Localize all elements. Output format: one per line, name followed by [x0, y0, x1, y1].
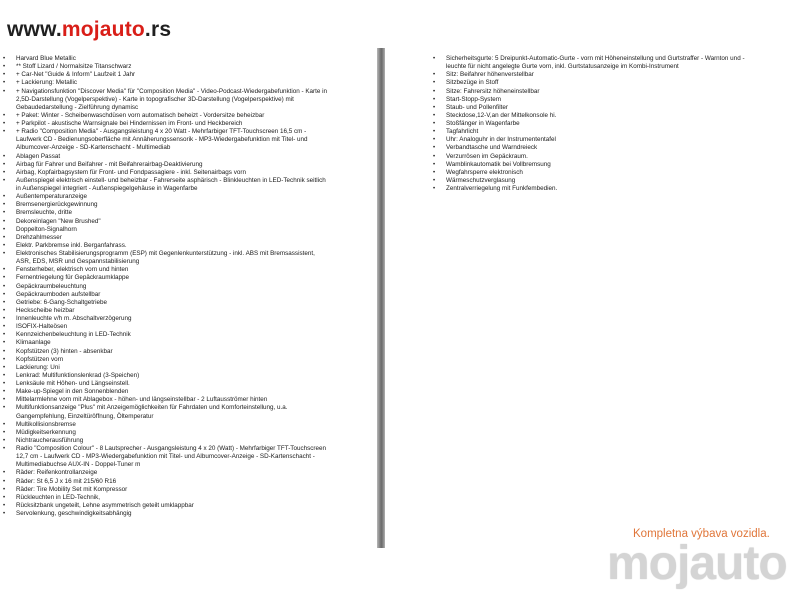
- list-item: • Getriebe: 6-Gang-Schaltgetriebe: [0, 299, 330, 307]
- site-url: [7, 18, 171, 42]
- right-list: [430, 55, 750, 193]
- list-item: • Mittelarmlehne vorn mit Ablagebox - höhen- und längseinstellbar - 2 Luftausströmer hinten: [0, 396, 330, 404]
- list-item: • Sitzbezüge in Stoff: [430, 79, 750, 87]
- list-item: • Tagfahrlicht: [430, 128, 750, 136]
- list-item: • Start-Stopp-System: [430, 96, 750, 104]
- left-list: [0, 55, 330, 518]
- equipment-list-left: [0, 55, 330, 518]
- list-item: • + Car-Net "Guide & Inform" Laufzeit 1 Jahr: [0, 71, 330, 79]
- list-item: • Lenksäule mit Höhen- und Längseinstell.: [0, 380, 330, 388]
- list-item: • Rückleuchten in LED-Technik,: [0, 494, 330, 502]
- list-item: • Radio "Composition Colour" - 8 Lautsprecher - Ausgangsleistung 4 x 20 (Watt) - Mehrfarbiger TFT-Touchscreen 12,7 cm - Laufwerk CD - MP3-Wiedergabefunktion mit Titel- und Albumcover-Anzeige - SD-Kartenschacht - Multimediabuchse AUX-IN - Doppel-Tuner m: [0, 445, 330, 469]
- list-item: • Fensterheber, elektrisch vorn und hinten: [0, 266, 330, 274]
- list-item: • Bremsleuchte, dritte: [0, 209, 330, 217]
- list-item: • Lackierung: Uni: [0, 364, 330, 372]
- list-item: • Räder: Reifenkontrollanzeige: [0, 469, 330, 477]
- list-item: • Airbag, Kopfairbagsystem für Front- und Fondpassagiere - inkl. Seitenairbags vorn: [0, 169, 330, 177]
- list-item: • ISOFIX-Halteösen: [0, 323, 330, 331]
- list-item: • Gepäckraumboden aufstellbar: [0, 291, 330, 299]
- list-item: • + Navigationsfunktion "Discover Media" für "Composition Media" - Video-Podcast-Wiedergabefunktion - Karte in 2,5D-Darstellung (Vogelperspektive) - Karte in topografischer 3D-Darstellung (Vogelperspektive) mit Gebaudedarstellung - Zielführung dynamisc: [0, 88, 330, 112]
- list-item: • Make-up-Spiegel in den Sonnenblenden: [0, 388, 330, 396]
- site-url-suffix: .rs: [144, 18, 172, 41]
- list-item: • Bremsenergierückgewinnung: [0, 201, 330, 209]
- equipment-list-right: [430, 55, 750, 193]
- list-item: • Steckdose,12-V,an der Mittelkonsole hi.: [430, 112, 750, 120]
- equipment-document: [0, 48, 800, 553]
- list-item: • Verzurrösen im Gepäckraum.: [430, 153, 750, 161]
- list-item: • Zentralverriegelung mit Funkfembedien.: [430, 185, 750, 193]
- list-item: • + Radio "Composition Media" - Ausgangsleistung 4 x 20 Watt - Mehrfarbiger TFT-Touchscreen 16,5 cm - Laufwerk CD - Bedienungsoberfläche mit Annäherungssensorik - MP3-Wiedergabefunktion mit Titel- und Albumcover-Anzeige - SD-Kartenschacht - Multimediab: [0, 128, 330, 152]
- list-item: • Wärmeschutzverglasung: [430, 177, 750, 185]
- list-item: • Wamblinkautomatik bei Vollbremsung: [430, 161, 750, 169]
- list-item: • Müdigkeitserkennung: [0, 429, 330, 437]
- site-url-prefix: www.: [7, 18, 62, 41]
- list-item: • Servolenkung, geschwindigkeitsabhängig: [0, 510, 330, 518]
- list-item: • Staub- und Pollenfilter: [430, 104, 750, 112]
- list-item: • Innenleuchte v/h m. Abschaltverzögerung: [0, 315, 330, 323]
- list-item: • Harvard Blue Metallic: [0, 55, 330, 63]
- list-item: • + Parkpilot - akustische Warnsignale bei Hindernissen im Front- und Heckbereich: [0, 120, 330, 128]
- list-item: • Verbandtasche und Warndreieck: [430, 144, 750, 152]
- list-item: • + Lackierung: Metallic: [0, 79, 330, 87]
- list-item: • Klimaanlage: [0, 339, 330, 347]
- list-item: • Doppelton-Signalhorn: [0, 226, 330, 234]
- list-item: • Multikollisionsbremse: [0, 421, 330, 429]
- list-item: • Rücksitzbank ungeteilt, Lehne asymmetrisch geteilt umklappbar: [0, 502, 330, 510]
- list-item: • Sitz: Beifahrer höhenverstellbar: [430, 71, 750, 79]
- site-url-brand: mojauto: [61, 18, 145, 41]
- list-item: • Ablagen Passat: [0, 153, 330, 161]
- list-item: • Kennzeichenbeleuchtung in LED-Technik: [0, 331, 330, 339]
- list-item: • Kopfstützen (3) hinten - absenkbar: [0, 348, 330, 356]
- list-item: • Airbag für Fahrer und Beifahrer - mit Beifahrerairbag-Deaktivierung: [0, 161, 330, 169]
- list-item: • Gepäckraumbeleuchtung: [0, 283, 330, 291]
- list-item: • Räder: Tire Mobility Set mit Kompressor: [0, 486, 330, 494]
- list-item: • + Paket: Winter - Scheibenwaschdüsen vorn automatisch beheizt - Vordersitze beheizbar: [0, 112, 330, 120]
- list-item: • Räder: St 6,5 J x 16 mit 215/60 R16: [0, 478, 330, 486]
- list-item: • Uhr: Analoguhr in der Instrumententafel: [430, 136, 750, 144]
- caption: Kompletna výbava vozidla.: [633, 528, 770, 540]
- list-item: • Drehzahlmesser: [0, 234, 330, 242]
- list-item: • Elektr. Parkbremse inkl. Berganfahrass.: [0, 242, 330, 250]
- list-item: • Lenkrad: Multifunktionslenkrad (3-Speichen): [0, 372, 330, 380]
- list-item: • Stoßfänger in Wagenfarbe: [430, 120, 750, 128]
- list-item: • Multifunktionsanzeige "Plus" mit Anzeigemöglichkeiten für Fahrdaten und Komforteinstellung, u.a. Gangempfehlung, Einzeltüröffnung, Öltemperatur: [0, 404, 330, 420]
- list-item: • Außentemperaturanzeige: [0, 193, 330, 201]
- list-item: • Dekoreinlagen "New Brushed": [0, 218, 330, 226]
- list-item: • Fernentriegelung für Gepäckraumklappe: [0, 274, 330, 282]
- list-item: • Heckscheibe heizbar: [0, 307, 330, 315]
- list-item: • Wegfahrsperre elektronisch: [430, 169, 750, 177]
- list-item: • Nichtraucherausführung: [0, 437, 330, 445]
- list-item: • Kopfstützen vorn: [0, 356, 330, 364]
- list-item: • Elektronisches Stabilisierungsprogramm (ESP) mit Gegenlenkunterstützung - inkl. ABS mit Bremsassistent, ASR, EDS, MSR und Gespannstabilisierung: [0, 250, 330, 266]
- list-item: • Außenspiegel elektrisch einstell- und beheizbar - Fahrerseite asphärisch - Blinkleuchten in LED-Technik seitlich in Außenspiegel integriert - Außenspiegelgehäuse in Wagenfarbe: [0, 177, 330, 193]
- mojauto-watermark-logo: mojauto: [607, 537, 787, 590]
- list-item: • ** Stoff Lizard / Normalsitze Titanschwarz: [0, 63, 330, 71]
- list-item: • Sitze: Fahrersitz höheneinstellbar: [430, 88, 750, 96]
- column-divider: [377, 48, 385, 548]
- list-item: • Sicherheitsgurte: 5 Dreipunkt-Automatic-Gurte - vorn mit Höheneinstellung und Gurtstraffer - Warnton und -leuchte für nicht angelegte Gurte vorn, inkl. Gurtstatusanzeige im Kombi-Instrument: [430, 55, 750, 71]
